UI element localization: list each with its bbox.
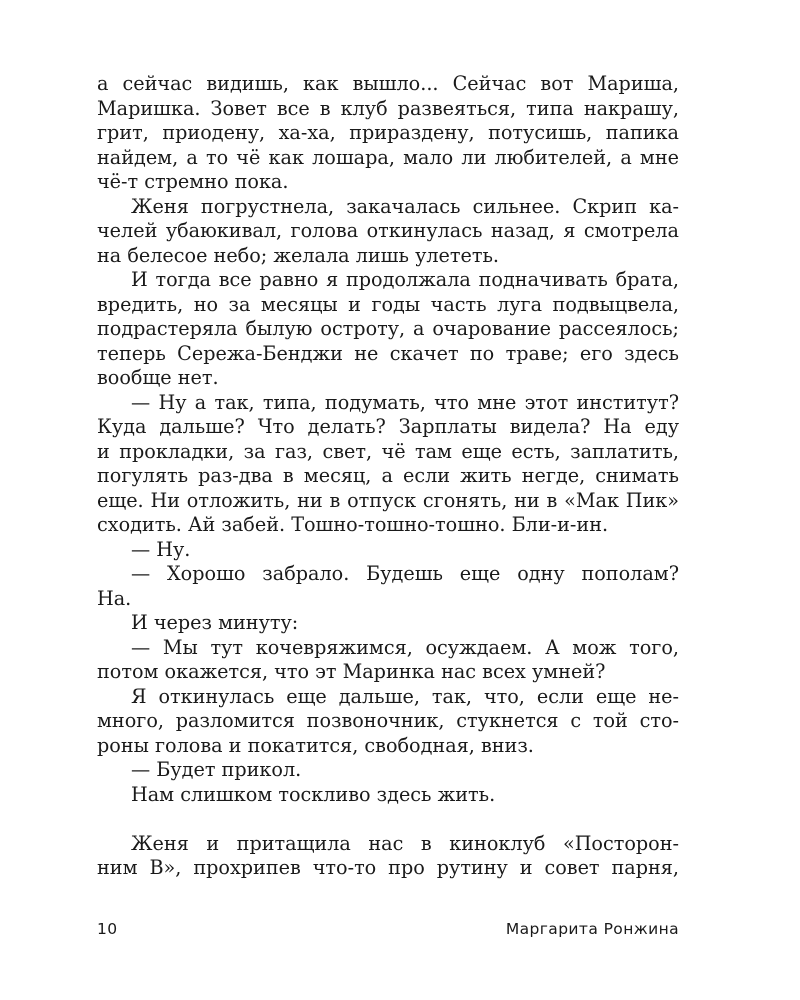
text-line: еще. Ни отложить, ни в отпуск сгонять, ни в «Мак Пик» — [97, 488, 679, 512]
text-line: Женя и притащила нас в киноклуб «Посторон- — [131, 831, 679, 855]
text-line: теперь Сережа-Бенджи не скачет по траве; его здесь — [97, 341, 679, 365]
text-line: много, разломится позвоночник, стукнется с той сто- — [97, 709, 679, 732]
text-line: роны голова и покатится, свободная, вниз. — [97, 733, 534, 757]
page-footer — [97, 920, 679, 944]
text-line: Куда дальше? Что делать? Зарплаты видела? На еду — [97, 415, 679, 438]
text-line: челей убаюкивал, голова откинулась назад, я смотрела — [97, 219, 679, 242]
text-line: вредить, но за месяцы и годы часть луга подвыцвела, — [97, 292, 679, 316]
text-line: вообще нет. — [97, 366, 219, 389]
text-line: — Ну а так, типа, подумать, что мне этот институт? — [131, 390, 679, 414]
text-line: чё-т стремно пока. — [97, 170, 289, 193]
text-line: Женя погрустнела, закачалась сильнее. Скрип ка- — [131, 194, 679, 218]
body-text — [97, 72, 679, 881]
page-number: 10 — [97, 920, 118, 938]
text-line: Нам слишком тоскливо здесь жить. — [131, 782, 496, 806]
text-line: грит, приодену, ха-ха, прираздену, потусишь, папика — [97, 121, 679, 144]
text-line: И через минуту: — [131, 611, 299, 634]
text-line: — Ну. — [131, 537, 191, 561]
text-line: сходить. Ай забей. Тошно-тошно-тошно. Бли-и-ин. — [97, 513, 609, 536]
text-line: — Хорошо забрало. Будешь еще одну пополам? — [131, 562, 679, 585]
text-line: На. — [97, 586, 132, 610]
text-line: — Будет прикол. — [131, 758, 302, 781]
author-name: Маргарита Ронжина — [505, 920, 679, 938]
text-line: а сейчас видишь, как вышло... Сейчас вот Мариша, — [97, 72, 679, 95]
text-line: подрастеряла былую остроту, а очарование рассеялось; — [97, 317, 679, 340]
text-line: найдем, а то чё как лошара, мало ли любителей, а мне — [97, 145, 679, 169]
text-line: Я откинулась еще дальше, так, что, если еще не- — [131, 684, 679, 708]
text-line: — Мы тут кочевряжимся, осуждаем. А мож того, — [131, 635, 679, 659]
text-line: И тогда все равно я продолжала подначивать брата, — [131, 268, 679, 291]
text-line: погулять раз-два в месяц, а если жить негде, снимать — [97, 464, 679, 487]
text-line: и прокладки, за газ, свет, чё там еще есть, заплатить, — [97, 439, 679, 463]
text-line: ним В», прохрипев что-то про рутину и совет парня, — [97, 856, 679, 879]
text-line: потом окажется, что эт Маринка нас всех умней? — [97, 660, 606, 683]
text-line: Маришка. Зовет все в клуб развеяться, типа накрашу, — [97, 96, 679, 120]
text-line: на белесое небо; желала лишь улететь. — [97, 243, 500, 267]
